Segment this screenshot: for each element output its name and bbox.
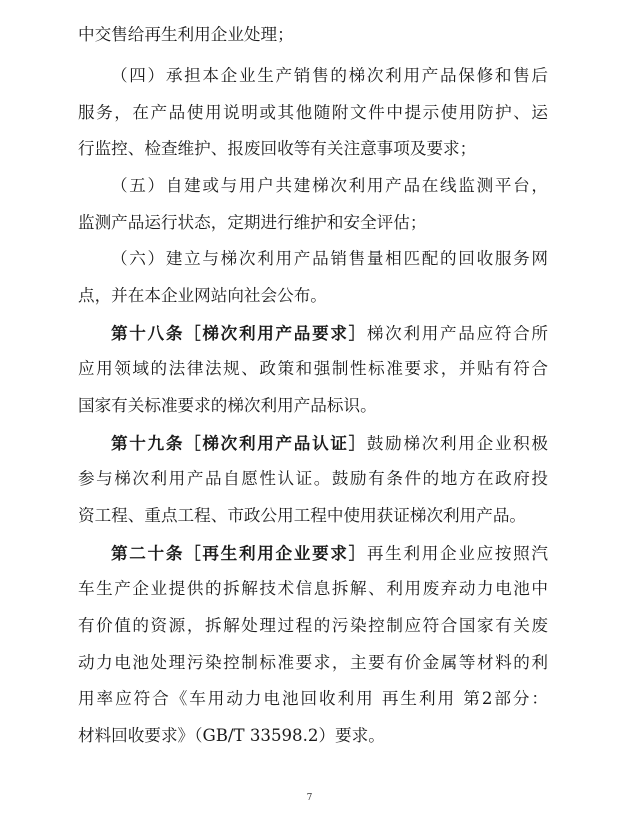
article-heading: 第十八条［梯次利用产品要求］ <box>111 323 367 343</box>
text-line: 有价值的资源，拆解处理过程的污染控制应符合国家有关废 <box>78 616 548 635</box>
text-line: 服务，在产品使用说明或其他随附文件中提示使用防护、运 <box>78 103 548 122</box>
text-line: 材料回收要求》（GB/T 33598.2）要求。 <box>78 726 385 745</box>
text-line: 监测产品运行状态，定期进行维护和安全评估； <box>78 213 427 232</box>
text-line: 车生产企业提供的拆解技术信息拆解、利用废弃动力电池中 <box>78 579 548 598</box>
article-20-first-line: 第二十条［再生利用企业要求］再生利用企业应按照汽 <box>111 543 549 563</box>
text-line: 应用领域的法律法规、政策和强制性标准要求，并贴有符合 <box>78 359 548 378</box>
page-number: 7 <box>306 793 313 803</box>
article-19-first-line: 第十九条［梯次利用产品认证］鼓励梯次利用企业积极 <box>111 433 549 453</box>
text-line: （四）承担本企业生产销售的梯次利用产品保修和售后 <box>111 66 548 85</box>
text-line: 行监控、检查维护、报废回收等有关注意事项及要求； <box>78 139 477 158</box>
text-line: （五）自建或与用户共建梯次利用产品在线监测平台， <box>111 176 548 195</box>
article-18-first-line: 第十八条［梯次利用产品要求］梯次利用产品应符合所 <box>111 323 549 343</box>
text-line: （六）建立与梯次利用产品销售量相匹配的回收服务网 <box>111 249 548 268</box>
text-line: 动力电池处理污染控制标准要求，主要有价金属等材料的利 <box>78 653 548 672</box>
text-line: 中交售给再生利用企业处理； <box>78 25 294 44</box>
text-line: 资工程、重点工程、市政公用工程中使用获证梯次利用产品。 <box>78 506 527 525</box>
article-heading: 第二十条［再生利用企业要求］ <box>111 543 367 563</box>
article-heading: 第十九条［梯次利用产品认证］ <box>111 433 367 453</box>
text-line: 国家有关标准要求的梯次利用产品标识。 <box>78 396 377 415</box>
text-line: 参与梯次利用产品自愿性认证。鼓励有条件的地方在政府投 <box>78 469 548 488</box>
text-line: 用率应符合《车用动力电池回收利用 再生利用 第2部分： <box>78 689 548 708</box>
text-line: 点，并在本企业网站向社会公布。 <box>78 286 327 305</box>
